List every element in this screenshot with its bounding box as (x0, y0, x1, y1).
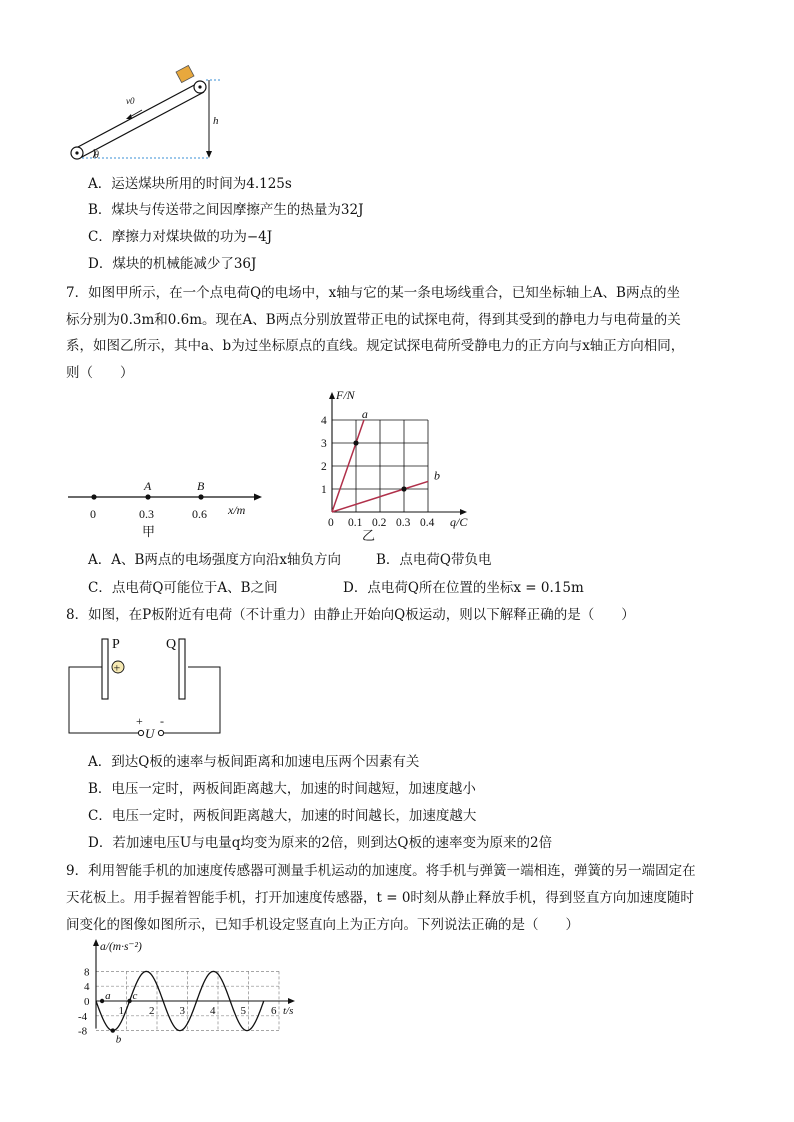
q7-stem-line3: 系，如图乙所示，其中a、b为过坐标原点的直线。规定试探电荷所受静电力的正方向与x轴正方向相同， (66, 338, 685, 354)
point-c-label: c (132, 990, 138, 1002)
theta-label: θ (94, 150, 99, 161)
plate-p-label: P (112, 637, 120, 652)
x-tick-label: 6 (271, 1005, 277, 1017)
caption-yi: 乙 (362, 528, 376, 543)
series-label-b: b (434, 468, 440, 483)
q7-stem-line2: 标分别为0.3m和0.6m。现在A、B两点分别放置带正电的试探电荷，得到其受到的静电力与电荷量的关 (66, 312, 681, 328)
q7-stem-line1: 7．如图甲所示，在一个点电荷Q的电场中，x轴与它的某一条电场线重合，已知坐标轴上A、B两点的坐 (66, 285, 680, 301)
point-b (198, 494, 203, 499)
x-axis-arrow (288, 998, 295, 1004)
data-point (353, 440, 358, 445)
y-axis-arrow (329, 392, 335, 399)
x-tick-label: 0.1 (348, 517, 363, 529)
y-axis-arrow (93, 939, 99, 946)
q7-option-b: B．点电荷Q带负电 (376, 552, 492, 568)
q7-option-c: C．点电荷Q可能位于A、B之间 (88, 580, 278, 596)
caption-jia: 甲 (142, 524, 156, 539)
q8-option-d: D．若加速电压U与电量q均变为原来的2倍，则到达Q板的速率变为原来的2倍 (88, 835, 553, 851)
plate-p (102, 639, 108, 699)
x-tick-label: 1 (118, 1005, 124, 1017)
point-c (127, 999, 131, 1003)
q6-option-b: B．煤块与传送带之间因摩擦产生的热量为32J (88, 202, 364, 218)
tick-0.3: 0.3 (139, 507, 154, 521)
terminal-minus-label: - (160, 714, 164, 728)
belt-bottom (80, 92, 204, 158)
x-tick-label: 0 (328, 517, 334, 529)
y-tick-label: 4 (321, 415, 327, 427)
y-axis-label: F/N (336, 388, 355, 402)
q7-option-a: A．A、B两点的电场强度方向沿x轴负方向 (88, 552, 342, 568)
x-tick-label: 0.2 (372, 517, 387, 529)
q7-stem-line4: 则（ ） (66, 365, 134, 381)
q6-option-a: A．运送煤块所用的时间为4.125s (88, 176, 292, 192)
point-a (145, 494, 150, 499)
point-b-label: b (115, 1033, 122, 1046)
x-axis-label: q/C (450, 515, 468, 529)
data-point (401, 486, 406, 491)
plate-q-label: Q (166, 637, 177, 652)
q9-stem-line1: 9．利用智能手机的加速度传感器可测量手机运动的加速度。将手机与弹簧一端相连，弹簧的另一端固定在 (66, 863, 696, 879)
q7-option-d: D．点电荷Q所在位置的坐标x = 0.15m (343, 580, 584, 596)
x-tick-label: 3 (179, 1005, 185, 1017)
x-tick-label: 0.3 (396, 517, 411, 529)
tick-0: 0 (90, 507, 96, 521)
y-tick-label: 0 (84, 996, 90, 1008)
axis-figure-jia (66, 470, 266, 540)
point-b-label: B (197, 479, 205, 493)
point-a-label: a (105, 990, 111, 1002)
q9-stem-line3: 间变化的图像如图所示，已知手机设定竖直向上为正方向。下列说法正确的是（ ） (66, 917, 579, 933)
x-axis-label: t/s (283, 1005, 294, 1017)
series-label-a: a (361, 407, 368, 421)
y-tick-label: 8 (84, 966, 90, 979)
x-tick-label: 5 (240, 1005, 246, 1017)
y-tick-label: 3 (321, 438, 327, 450)
q8-option-b: B．电压一定时，两板间距离越大，加速的时间越短，加速度越小 (88, 781, 476, 797)
v0-label: v0 (126, 96, 135, 106)
y-axis-label: a/(m·s⁻²) (100, 941, 142, 953)
height-label: h (213, 115, 219, 127)
y-tick-label: 2 (321, 461, 327, 473)
q6-option-d: D．煤块的机械能减少了36J (88, 256, 257, 272)
capacitor-circuit (60, 625, 250, 740)
point-a-label: A (144, 479, 152, 493)
point-origin (91, 494, 96, 499)
x-tick-label: 2 (149, 1005, 155, 1017)
plate-q (179, 639, 185, 699)
terminal-plus (138, 730, 143, 735)
q8-option-a: A．到达Q板的速率与板间距离和加速电压两个因素有关 (88, 754, 420, 770)
terminal-plus-label: + (136, 714, 143, 728)
terminal-minus (158, 730, 163, 735)
at-chart (60, 938, 305, 1056)
charge-sign: + (113, 660, 121, 675)
point-a (100, 999, 104, 1003)
q8-stem: 8．如图，在P板附近有电荷（不计重力）由静止开始向Q板运动，则以下解释正确的是（ ） (66, 607, 635, 623)
q6-option-c: C．摩擦力对煤块做的功为−4J (88, 229, 273, 245)
axis-unit: x/m (228, 503, 246, 517)
y-tick-label: 4 (84, 981, 90, 994)
x-tick-label: 0.4 (420, 517, 435, 529)
coal-block (176, 65, 194, 82)
fq-chart (310, 385, 485, 545)
incline-figure (60, 62, 230, 167)
voltage-label: U (145, 726, 155, 740)
x-tick-label: 4 (210, 1005, 216, 1017)
q9-stem-line2: 天花板上。用手握着智能手机，打开加速度传感器，t = 0时刻从静止释放手机，得到竖直方向加速度随时 (66, 890, 694, 906)
belt-top (76, 82, 200, 148)
q8-option-c: C．电压一定时，两板间距离越大，加速的时间越长，加速度越大 (88, 808, 477, 824)
point-b (111, 1028, 115, 1032)
wire-right (164, 667, 220, 733)
y-tick-label: 1 (321, 484, 327, 496)
y-tick-label: -8 (78, 1025, 88, 1038)
y-tick-label: -4 (78, 1010, 88, 1023)
tick-0.6: 0.6 (192, 507, 207, 521)
